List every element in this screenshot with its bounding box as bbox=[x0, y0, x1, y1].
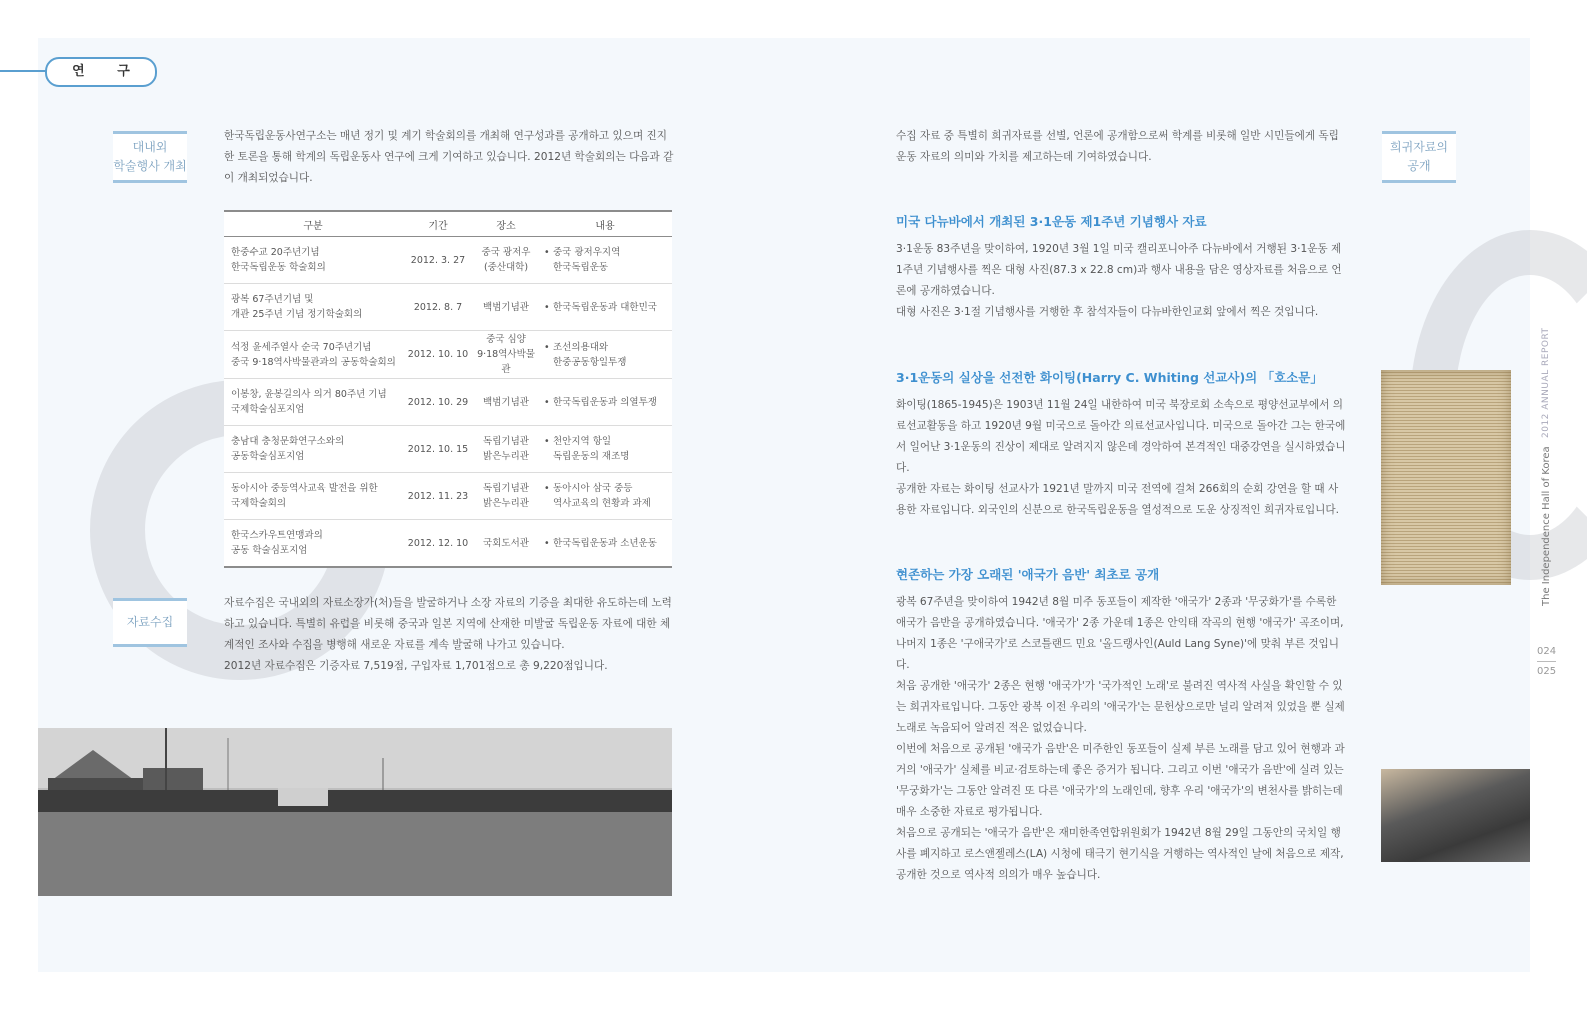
cell-text: 독립운동의 재조명 bbox=[553, 451, 630, 462]
table-cell-place bbox=[474, 284, 538, 331]
bullet-icon: • bbox=[544, 247, 550, 258]
cell-text: 밝은누리관 bbox=[483, 498, 529, 509]
cell-text: 한국독립운동 bbox=[553, 262, 609, 273]
paragraph: 처음 공개한 '애국가' 2종은 현행 '애국가'가 '국가적인 노래'로 불려진 역사적 사실을 확인할 수 있는 희귀자료입니다. 그동안 광복 이전 우리의 '애국가'는 문헌상으로만 널리 알려져 있었을 뿐 실제 노래로 녹음되어 알려진 적은 없었습니다. bbox=[896, 680, 1345, 734]
label-rare-materials bbox=[1382, 131, 1456, 183]
annual-report-label: 2012 ANNUAL REPORT bbox=[1541, 327, 1551, 438]
cell-line bbox=[231, 245, 401, 260]
table-header-row bbox=[224, 211, 672, 237]
cell-text: 밝은누리관 bbox=[483, 451, 529, 462]
cell-text: 이봉창, 윤봉길의사 의거 80주년 기념 bbox=[231, 389, 387, 400]
col-header: 장소 bbox=[474, 211, 538, 237]
table-cell-place bbox=[474, 379, 538, 426]
table-cell-name bbox=[224, 520, 402, 568]
cell-line bbox=[475, 434, 537, 449]
cell-text: (중산대학) bbox=[483, 262, 529, 273]
cell-line bbox=[544, 300, 671, 315]
cell-line bbox=[231, 340, 401, 355]
cell-line bbox=[231, 496, 401, 511]
paragraph: 이번에 처음으로 공개된 '애국가 음반'은 미주한인 동포들이 실제 부른 노래를 담고 있어 현행과 과거의 '애국가' 실체를 비교·검토하는데 좋은 증거가 됩니다. 그리고 이번 '애국가 음반'에 실려 있는 '무궁화가'는 그동안 알려진 또 다른 '애국가'의 노래인데, 향후 우리 '애국가'의 변천사를 밝히는데 매우 소중한 자료로 평가됩니다. bbox=[896, 743, 1345, 818]
section-text bbox=[896, 592, 1346, 886]
cell-text: 중국 9·18역사박물관과의 공동학술회의 bbox=[231, 356, 396, 368]
bullet-icon: • bbox=[544, 483, 550, 494]
cell-line bbox=[544, 449, 671, 464]
label-collection: 자료수집 bbox=[113, 598, 187, 647]
label-line: 희귀자료의 bbox=[1390, 140, 1448, 154]
cell-text: 역사교육의 현황과 과제 bbox=[553, 498, 651, 509]
cell-line bbox=[231, 387, 401, 402]
whiting-appeal-document-image bbox=[1381, 370, 1511, 585]
bullet-icon: • bbox=[544, 436, 550, 447]
cell-line bbox=[475, 481, 537, 496]
cell-line bbox=[544, 245, 671, 260]
table-cell-name bbox=[224, 284, 402, 331]
cell-text: 독립기념관 bbox=[483, 483, 529, 494]
cell-text: 한중수교 20주년기념 bbox=[231, 247, 320, 258]
cell-text: 한국스카우트연맹과의 bbox=[231, 530, 323, 541]
table-cell-date: 2012. 12. 10 bbox=[402, 520, 474, 568]
table-cell-name bbox=[224, 473, 402, 520]
cell-line bbox=[231, 543, 401, 558]
page-number-right: 025 bbox=[1537, 666, 1557, 677]
cell-line bbox=[544, 355, 671, 370]
table-cell-content bbox=[538, 379, 672, 426]
section-text bbox=[896, 395, 1346, 521]
cell-text: 개관 25주년 기념 정기학술회의 bbox=[231, 309, 363, 320]
cell-line bbox=[231, 434, 401, 449]
cell-line bbox=[231, 292, 401, 307]
cell-line bbox=[231, 528, 401, 543]
page-numbers bbox=[1537, 642, 1556, 681]
cell-text: 천안지역 항일 bbox=[553, 436, 612, 447]
table-cell-place bbox=[474, 520, 538, 568]
paragraph: 2012년 자료수집은 기증자료 7,519점, 구입자료 1,701점으로 총 9,220점입니다. bbox=[224, 660, 608, 672]
table-cell-date: 2012. 10. 10 bbox=[402, 331, 474, 379]
anthem-record-unveiling-photo bbox=[1381, 769, 1530, 862]
collection-text bbox=[224, 593, 674, 677]
table-cell-date: 2012. 3. 27 bbox=[402, 237, 474, 284]
table-row bbox=[224, 520, 672, 568]
cell-text: 동아시아 삼국 중등 bbox=[553, 483, 633, 494]
table-cell-date: 2012. 11. 23 bbox=[402, 473, 474, 520]
table-cell-place bbox=[474, 426, 538, 473]
cell-line bbox=[544, 536, 671, 551]
col-header: 내용 bbox=[538, 211, 672, 237]
rare-intro: 수집 자료 중 특별히 희귀자료를 선별, 언론에 공개함으로써 학계를 비롯해 일반 시민들에게 독립운동 자료의 의미와 가치를 제고하는데 기여하였습니다. bbox=[896, 130, 1339, 163]
cell-text: 독립기념관 bbox=[483, 436, 529, 447]
cell-text: 동아시아 중등역사교육 발전을 위한 bbox=[231, 483, 378, 494]
cell-line bbox=[544, 395, 671, 410]
table-cell-place bbox=[474, 473, 538, 520]
page-number-left: 024 bbox=[1537, 642, 1556, 662]
cell-line bbox=[231, 481, 401, 496]
table-cell-content bbox=[538, 237, 672, 284]
cell-text: 공동 학술심포지엄 bbox=[231, 545, 308, 556]
paragraph: 화이팅(1865-1945)은 1903년 11월 24일 내한하여 미국 북장로회 소속으로 평양선교부에서 의료선교활동을 하고 1920년 9월 미국으로 돌아간 의료선교사입니다. 미국으로 돌아간 그는 한국에서 일어난 3·1운동의 진상이 제대로 알려지지 않은데 경악하여 본격적인 대중강연을 실시하였습니다. bbox=[896, 399, 1346, 474]
cell-text: 중국 광저우지역 bbox=[553, 247, 621, 258]
cell-line bbox=[231, 355, 401, 370]
table-cell-content bbox=[538, 284, 672, 331]
cell-line bbox=[544, 481, 671, 496]
cell-text: 공동학술심포지엄 bbox=[231, 451, 305, 462]
cell-line bbox=[475, 260, 537, 275]
cell-text: 국회도서관 bbox=[483, 537, 529, 549]
table-row bbox=[224, 426, 672, 473]
table-row bbox=[224, 473, 672, 520]
cell-text: 백범기념관 bbox=[483, 301, 529, 313]
table-cell-content bbox=[538, 331, 672, 379]
cell-text: 광복 67주년기념 및 bbox=[231, 294, 314, 305]
bullet-icon: • bbox=[544, 341, 550, 353]
cell-text: 한국독립운동 학술회의 bbox=[231, 262, 326, 273]
cell-line bbox=[475, 449, 537, 464]
bullet-icon: • bbox=[544, 396, 550, 408]
label-line: 대내외 bbox=[132, 140, 168, 154]
paragraph: 자료수집은 국내외의 자료소장가(처)들을 발굴하거나 소장 자료의 기증을 최대한 유도하는데 노력하고 있습니다. 특별히 유럽을 비롯해 중국과 일본 지역에 산재한 미발굴 독립운동 자료에 대한 체계적인 조사와 수집을 병행해 새로운 자료를 계속 발굴해 나가고 있습니다. bbox=[224, 597, 672, 651]
cell-text: 국제학술심포지엄 bbox=[231, 404, 305, 415]
cell-line bbox=[544, 340, 671, 355]
paragraph: 대형 사진은 3·1절 기념행사를 거행한 후 참석자들이 다뉴바한인교회 앞에서 찍은 것입니다. bbox=[896, 306, 1319, 318]
cell-line bbox=[475, 300, 537, 315]
table-cell-name bbox=[224, 331, 402, 379]
section-tag-line bbox=[0, 70, 47, 72]
table-cell-date: 2012. 8. 7 bbox=[402, 284, 474, 331]
section-heading: 3·1운동의 실상을 선전한 화이팅(Harry C. Whiting 선교사)의 「호소문」 bbox=[896, 370, 1323, 385]
cell-line bbox=[544, 434, 671, 449]
cell-line bbox=[475, 347, 537, 377]
label-academic-events bbox=[113, 131, 187, 183]
cell-text: 9·18역사박물관 bbox=[477, 349, 535, 375]
cell-line bbox=[475, 496, 537, 511]
section-text bbox=[896, 239, 1346, 323]
paragraph: 광복 67주년을 맞이하여 1942년 8월 미주 동포들이 제작한 '애국가' 2종과 '무궁화가'를 수록한 애국가 음반을 공개하였습니다. '애국가' 2종 가운데 1종은 안익태 작곡의 현행 '애국가' 곡조이며, 나머지 1종은 '구애국가'로 스코틀랜드 민요 '올드랭사인(Auld Lang Syne)'에 맞춰 부른 것입니다. bbox=[896, 596, 1344, 671]
col-header: 기간 bbox=[402, 211, 474, 237]
cell-text: 한국독립운동과 의열투쟁 bbox=[553, 396, 657, 408]
table-cell-content bbox=[538, 473, 672, 520]
cell-line bbox=[231, 402, 401, 417]
cell-line bbox=[231, 260, 401, 275]
paragraph: 3·1운동 83주년을 맞이하여, 1920년 3월 1일 미국 캘리포니아주 다뉴바에서 거행된 3·1운동 제1주년 기념행사를 찍은 대형 사진(87.3 x 22.8 cm)과 행사 내용을 담은 영상자료를 처음으로 언론에 공개하였습니다. bbox=[896, 243, 1342, 297]
section-tag: 연 구 bbox=[45, 57, 157, 87]
bullet-icon: • bbox=[544, 301, 550, 313]
cell-text: 한국독립운동과 대한민국 bbox=[553, 301, 657, 313]
label-line: 학술행사 개최 bbox=[113, 159, 187, 173]
table-row bbox=[224, 237, 672, 284]
cell-line bbox=[475, 332, 537, 347]
cell-text: 중국 광저우 bbox=[481, 247, 531, 258]
cell-line bbox=[231, 449, 401, 464]
events-table bbox=[224, 210, 672, 568]
paragraph: 공개한 자료는 화이팅 선교사가 1921년 말까지 미국 전역에 걸쳐 266회의 순회 강연을 할 때 사용한 자료입니다. 외국인의 신분으로 한국독립운동을 열성적으로 도운 상징적인 희귀자료입니다. bbox=[896, 483, 1340, 516]
intro-paragraph: 한국독립운동사연구소는 매년 정기 및 계기 학술회의를 개최해 연구성과를 공개하고 있으며 진지한 토론을 통해 학계의 독립운동사 연구에 크게 기여하고 있습니다. 2012년 학술회의는 다음과 같이 개최되었습니다. bbox=[224, 130, 674, 184]
cell-text: 중국 심양 bbox=[486, 334, 526, 345]
table-cell-place bbox=[474, 237, 538, 284]
cell-text: 충남대 충청문화연구소와의 bbox=[231, 436, 345, 447]
cell-text: 백범기념관 bbox=[483, 396, 529, 408]
cell-line bbox=[544, 260, 671, 275]
table-row bbox=[224, 284, 672, 331]
table-row bbox=[224, 331, 672, 379]
table-cell-name bbox=[224, 426, 402, 473]
cell-text: 한국독립운동과 소년운동 bbox=[553, 537, 657, 549]
table-cell-content bbox=[538, 520, 672, 568]
publisher-vertical-title: The Independence Hall of Korea bbox=[1541, 446, 1552, 606]
table-cell-date: 2012. 10. 29 bbox=[402, 379, 474, 426]
table-cell-name bbox=[224, 237, 402, 284]
cell-line bbox=[475, 245, 537, 260]
cell-line bbox=[475, 536, 537, 551]
section-heading: 현존하는 가장 오래된 '애국가 음반' 최초로 공개 bbox=[896, 567, 1160, 582]
paragraph: 처음으로 공개되는 '애국가 음반'은 재미한족연합위원회가 1942년 8월 29일 그동안의 국치일 행사를 폐지하고 로스앤젤레스(LA) 시청에 태극기 현기식을 거행하는 역사적인 날에 처음으로 제작, 공개한 것으로 역사적 의의가 매우 높습니다. bbox=[896, 827, 1344, 881]
col-header: 구분 bbox=[224, 211, 402, 237]
cell-text: 조선의용대와 bbox=[553, 341, 609, 353]
table-cell-date: 2012. 10. 15 bbox=[402, 426, 474, 473]
cell-text: 석정 윤세주열사 순국 70주년기념 bbox=[231, 341, 372, 353]
label-line: 공개 bbox=[1407, 159, 1431, 173]
table-row bbox=[224, 379, 672, 426]
bullet-icon: • bbox=[544, 537, 550, 549]
cell-line bbox=[544, 496, 671, 511]
cell-text: 국제학술회의 bbox=[231, 498, 287, 509]
cell-line bbox=[231, 307, 401, 322]
cell-line bbox=[475, 395, 537, 410]
table-cell-content bbox=[538, 426, 672, 473]
dinuba-commemoration-photo bbox=[38, 728, 672, 896]
table-cell-place bbox=[474, 331, 538, 379]
section-heading: 미국 다뉴바에서 개최된 3·1운동 제1주년 기념행사 자료 bbox=[896, 214, 1207, 229]
cell-text: 한중공동항일투쟁 bbox=[553, 356, 627, 368]
table-cell-name bbox=[224, 379, 402, 426]
